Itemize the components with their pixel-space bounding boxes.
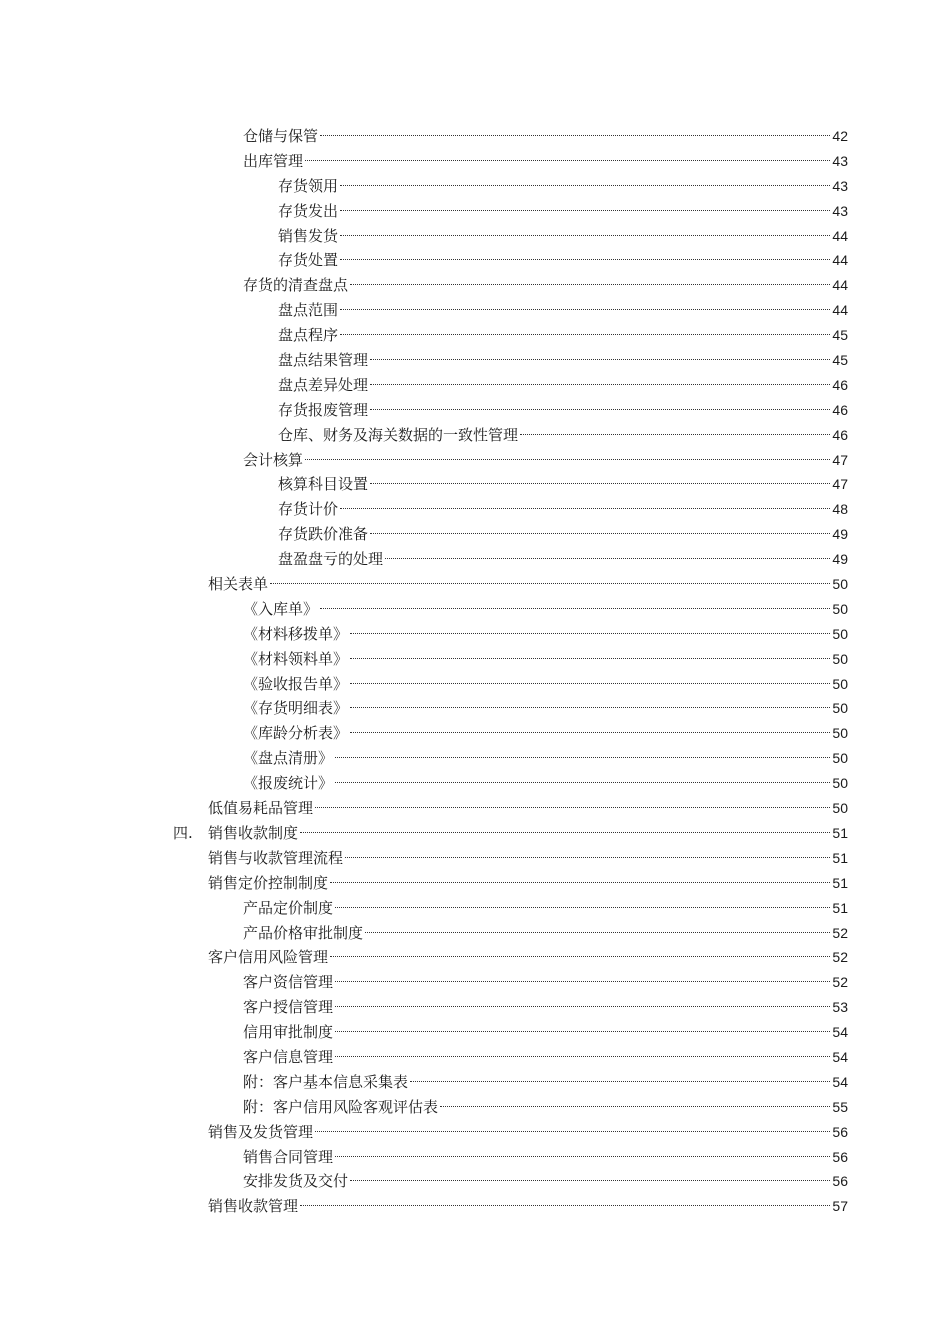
toc-entry[interactable] (0, 1120, 950, 1145)
toc-entry[interactable] (0, 248, 950, 273)
toc-dot-leader (370, 409, 830, 410)
toc-entry-label: 会计核算 (243, 450, 304, 469)
toc-dot-leader (305, 459, 830, 460)
toc-dot-leader (350, 633, 830, 634)
toc-entry-page-number: 50 (832, 775, 848, 792)
toc-entry[interactable] (0, 398, 950, 423)
toc-entry-label: 销售发货 (278, 226, 339, 245)
toc-entry-page-number: 50 (832, 675, 848, 692)
toc-entry[interactable] (0, 871, 950, 896)
toc-entry[interactable] (0, 696, 950, 721)
toc-entry-label: 核算科目设置 (278, 475, 369, 494)
toc-entry[interactable] (0, 1020, 950, 1045)
toc-entry-page-number: 44 (832, 252, 848, 269)
toc-entry[interactable] (0, 622, 950, 647)
toc-dot-leader (340, 334, 830, 335)
toc-dot-leader (270, 583, 830, 584)
toc-dot-leader (335, 1156, 830, 1157)
toc-entry[interactable] (0, 1095, 950, 1120)
toc-dot-leader (350, 683, 830, 684)
toc-dot-leader (440, 1106, 830, 1107)
toc-entry[interactable] (0, 547, 950, 572)
toc-entry-page-number: 49 (832, 526, 848, 543)
toc-entry[interactable] (0, 124, 950, 149)
toc-dot-leader (335, 981, 830, 982)
toc-entry-label: 销售与收款管理流程 (208, 848, 344, 867)
toc-entry-label: 产品价格审批制度 (243, 923, 364, 942)
toc-entry[interactable] (0, 945, 950, 970)
toc-entry[interactable] (0, 298, 950, 323)
toc-entry-label: 存货的清查盘点 (243, 276, 349, 295)
toc-entry-number: 四. (173, 823, 193, 842)
toc-entry-label: 盘盈盘亏的处理 (278, 550, 384, 569)
toc-entry-label: 附：客户基本信息采集表 (243, 1072, 409, 1091)
toc-dot-leader (300, 832, 830, 833)
toc-entry[interactable] (0, 497, 950, 522)
toc-entry[interactable] (0, 1169, 950, 1194)
toc-entry-label: 销售定价控制制度 (208, 873, 329, 892)
toc-entry-page-number: 51 (832, 849, 848, 866)
toc-entry-page-number: 53 (832, 999, 848, 1016)
toc-entry-page-number: 50 (832, 625, 848, 642)
toc-entry-label: 仓库、财务及海关数据的一致性管理 (278, 425, 519, 444)
toc-entry-label: 《材料移拨单》 (243, 624, 349, 643)
toc-entry-label: 存货处置 (278, 251, 339, 270)
toc-entry-page-number: 43 (832, 202, 848, 219)
toc-entry-label: 销售收款管理 (208, 1197, 299, 1216)
toc-entry-page-number: 56 (832, 1148, 848, 1165)
toc-entry-label: 《盘点清册》 (243, 749, 334, 768)
table-of-contents (0, 124, 950, 1219)
toc-entry-page-number: 48 (832, 501, 848, 518)
toc-dot-leader (335, 757, 830, 758)
toc-entry-label: 盘点结果管理 (278, 351, 369, 370)
toc-entry-label: 盘点差异处理 (278, 375, 369, 394)
toc-entry[interactable] (0, 423, 950, 448)
toc-entry-label: 销售及发货管理 (208, 1122, 314, 1141)
toc-dot-leader (330, 956, 830, 957)
toc-entry[interactable] (0, 1145, 950, 1170)
toc-entry[interactable] (0, 472, 950, 497)
toc-entry-page-number: 43 (832, 177, 848, 194)
toc-dot-leader (350, 707, 830, 708)
toc-entry-label: 相关表单 (208, 575, 269, 594)
toc-entry-page-number: 50 (832, 650, 848, 667)
toc-dot-leader (335, 1031, 830, 1032)
toc-entry-page-number: 51 (832, 824, 848, 841)
toc-entry[interactable] (0, 448, 950, 473)
toc-dot-leader (410, 1081, 830, 1082)
toc-entry-label: 低值易耗品管理 (208, 799, 314, 818)
toc-dot-leader (320, 608, 830, 609)
toc-entry[interactable] (0, 348, 950, 373)
toc-entry[interactable] (0, 771, 950, 796)
toc-entry-page-number: 46 (832, 401, 848, 418)
toc-entry[interactable] (0, 1194, 950, 1219)
toc-dot-leader (340, 235, 830, 236)
toc-entry-label: 盘点程序 (278, 326, 339, 345)
toc-dot-leader (330, 882, 830, 883)
toc-entry-page-number: 49 (832, 551, 848, 568)
toc-dot-leader (370, 359, 830, 360)
toc-dot-leader (350, 658, 830, 659)
toc-entry-page-number: 46 (832, 426, 848, 443)
toc-dot-leader (350, 1180, 830, 1181)
toc-entry-page-number: 50 (832, 576, 848, 593)
toc-entry-label: 《材料领料单》 (243, 649, 349, 668)
toc-entry-page-number: 54 (832, 1073, 848, 1090)
toc-entry-page-number: 47 (832, 476, 848, 493)
toc-entry-page-number: 51 (832, 899, 848, 916)
toc-entry[interactable] (0, 323, 950, 348)
toc-dot-leader (335, 1006, 830, 1007)
toc-entry-label: 存货发出 (278, 201, 339, 220)
toc-entry-page-number: 52 (832, 924, 848, 941)
toc-entry-label: 客户信息管理 (243, 1047, 334, 1066)
toc-entry[interactable] (0, 821, 950, 846)
toc-entry-label: 客户授信管理 (243, 998, 334, 1017)
toc-entry-label: 存货跌价准备 (278, 525, 369, 544)
toc-dot-leader (340, 309, 830, 310)
toc-entry[interactable] (0, 647, 950, 672)
toc-entry-page-number: 42 (832, 128, 848, 144)
toc-entry-label: 《库龄分析表》 (243, 724, 349, 743)
toc-entry-page-number: 47 (832, 451, 848, 468)
toc-entry-page-number: 52 (832, 949, 848, 966)
toc-entry-label: 存货领用 (278, 176, 339, 195)
toc-entry-page-number: 55 (832, 1098, 848, 1115)
toc-entry-page-number: 50 (832, 700, 848, 717)
toc-entry[interactable] (0, 199, 950, 224)
toc-entry-page-number: 54 (832, 1048, 848, 1065)
toc-entry-label: 存货计价 (278, 500, 339, 519)
toc-dot-leader (320, 135, 830, 136)
toc-entry-label: 出库管理 (243, 151, 304, 170)
toc-entry[interactable] (0, 1045, 950, 1070)
toc-entry[interactable] (0, 896, 950, 921)
toc-entry[interactable] (0, 273, 950, 298)
toc-entry-page-number: 46 (832, 376, 848, 393)
toc-dot-leader (335, 1056, 830, 1057)
toc-entry-page-number: 44 (832, 302, 848, 319)
toc-dot-leader (370, 533, 830, 534)
toc-dot-leader (315, 1131, 830, 1132)
toc-entry[interactable] (0, 846, 950, 871)
toc-entry-label: 销售合同管理 (243, 1147, 334, 1166)
toc-entry-page-number: 43 (832, 152, 848, 169)
toc-entry[interactable] (0, 597, 950, 622)
toc-entry[interactable] (0, 149, 950, 174)
toc-dot-leader (520, 434, 830, 435)
toc-entry-page-number: 51 (832, 874, 848, 891)
toc-entry-label: 附：客户信用风险客观评估表 (243, 1097, 439, 1116)
toc-entry-page-number: 45 (832, 327, 848, 344)
toc-entry-page-number: 56 (832, 1123, 848, 1140)
toc-entry-label: 《存货明细表》 (243, 699, 349, 718)
toc-entry-label: 《入库单》 (243, 599, 319, 618)
toc-entry-page-number: 50 (832, 600, 848, 617)
toc-entry-page-number: 56 (832, 1173, 848, 1190)
toc-dot-leader (350, 732, 830, 733)
toc-dot-leader (335, 782, 830, 783)
toc-dot-leader (340, 259, 830, 260)
toc-dot-leader (365, 932, 830, 933)
toc-dot-leader (340, 210, 830, 211)
toc-entry-page-number: 50 (832, 750, 848, 767)
toc-entry-page-number: 52 (832, 974, 848, 991)
toc-dot-leader (345, 857, 830, 858)
toc-dot-leader (370, 384, 830, 385)
toc-entry-label: 客户信用风险管理 (208, 948, 329, 967)
toc-dot-leader (370, 483, 830, 484)
toc-entry-label: 盘点范围 (278, 301, 339, 320)
toc-entry-label: 存货报废管理 (278, 400, 369, 419)
toc-entry-label: 信用审批制度 (243, 1023, 334, 1042)
toc-dot-leader (350, 284, 830, 285)
toc-entry-page-number: 50 (832, 725, 848, 742)
toc-dot-leader (340, 508, 830, 509)
toc-dot-leader (340, 185, 830, 186)
toc-entry[interactable] (0, 224, 950, 249)
toc-entry-page-number: 50 (832, 800, 848, 817)
toc-entry-page-number: 44 (832, 277, 848, 294)
toc-entry[interactable] (0, 1070, 950, 1095)
toc-entry-label: 产品定价制度 (243, 898, 334, 917)
toc-entry-page-number: 54 (832, 1024, 848, 1041)
toc-dot-leader (315, 807, 830, 808)
toc-dot-leader (335, 907, 830, 908)
toc-entry-page-number: 57 (832, 1198, 848, 1215)
toc-entry-label: 销售收款制度 (208, 823, 299, 842)
toc-entry[interactable] (0, 572, 950, 597)
toc-entry[interactable] (0, 721, 950, 746)
toc-entry[interactable] (0, 746, 950, 771)
toc-entry[interactable] (0, 796, 950, 821)
toc-entry[interactable] (0, 174, 950, 199)
toc-dot-leader (385, 558, 830, 559)
toc-entry[interactable] (0, 373, 950, 398)
toc-dot-leader (300, 1205, 830, 1206)
toc-entry[interactable] (0, 672, 950, 697)
toc-entry-page-number: 44 (832, 227, 848, 244)
toc-entry-page-number: 45 (832, 352, 848, 369)
toc-entry-label: 《报废统计》 (243, 774, 334, 793)
toc-entry-label: 客户资信管理 (243, 973, 334, 992)
toc-entry[interactable] (0, 970, 950, 995)
toc-entry[interactable] (0, 522, 950, 547)
toc-dot-leader (305, 160, 830, 161)
toc-entry[interactable] (0, 995, 950, 1020)
toc-entry[interactable] (0, 921, 950, 946)
toc-entry-label: 安排发货及交付 (243, 1172, 349, 1191)
toc-entry-label: 仓储与保管 (243, 127, 319, 145)
toc-entry-label: 《验收报告单》 (243, 674, 349, 693)
